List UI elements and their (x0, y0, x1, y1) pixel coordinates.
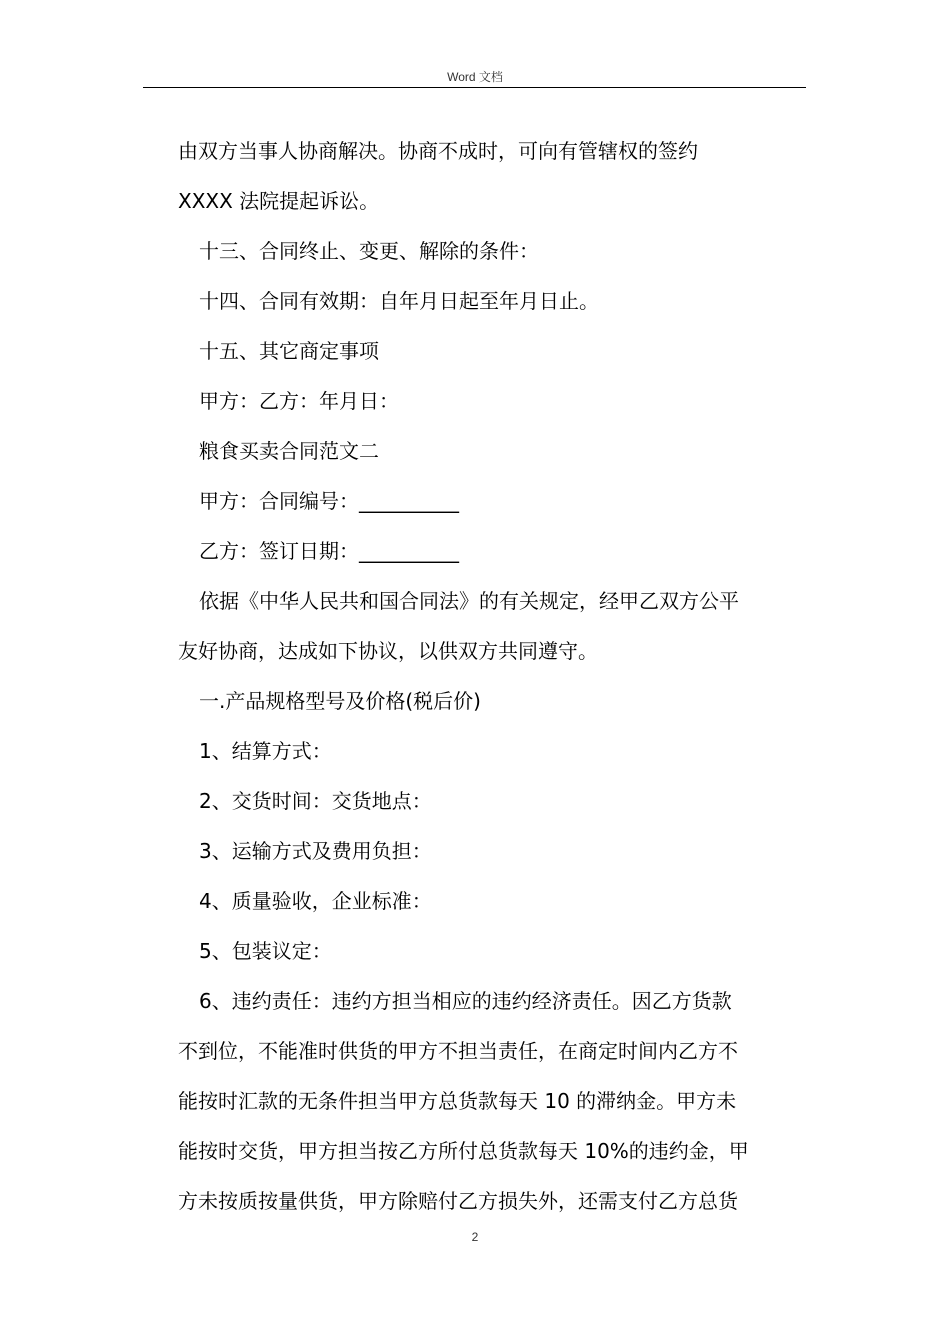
body-line: XXXX 法院提起诉讼。 (178, 189, 380, 213)
body-line: 一.产品规格型号及价格(税后价) (199, 689, 481, 713)
body-line: 方未按质按量供货，甲方除赔付乙方损失外，还需支付乙方总货 (178, 1189, 738, 1213)
body-line: 1、结算方式： (199, 739, 332, 763)
body-line: 由双方当事人协商解决。协商不成时，可向有管辖权的签约 (178, 139, 698, 163)
body-line: 6、违约责任：违约方担当相应的违约经济责任。因乙方货款 (199, 989, 732, 1013)
body-line: 2、交货时间：交货地点： (199, 789, 432, 813)
body-line: 3、运输方式及费用负担： (199, 839, 432, 863)
body-line: 能按时汇款的无条件担当甲方总货款每天 10 的滞纳金。甲方未 (178, 1089, 737, 1113)
body-line: 十五、其它商定事项 (199, 339, 379, 363)
header-divider (143, 87, 806, 88)
page-number: 2 (471, 1230, 479, 1244)
document-body (178, 126, 808, 1226)
body-line: 十三、合同终止、变更、解除的条件： (199, 239, 539, 263)
body-line: 十四、合同有效期：自年月日起至年月日止。 (199, 289, 599, 313)
body-line: 能按时交货，甲方担当按乙方所付总货款每天 10%的违约金，甲 (178, 1139, 749, 1163)
page-header-title: Word 文档 (447, 70, 503, 84)
body-line: 不到位，不能准时供货的甲方不担当责任，在商定时间内乙方不 (178, 1039, 738, 1063)
body-line: 4、质量验收，企业标准： (199, 889, 432, 913)
body-line: 乙方：签订日期：__________ (199, 539, 459, 563)
body-line: 友好协商，达成如下协议，以供双方共同遵守。 (178, 639, 598, 663)
body-line: 依据《中华人民共和国合同法》的有关规定，经甲乙双方公平 (199, 589, 739, 613)
body-line: 甲方：乙方：年月日： (199, 389, 399, 413)
body-line: 粮食买卖合同范文二 (199, 439, 379, 463)
body-line: 甲方：合同编号：__________ (199, 489, 459, 513)
body-line: 5、包装议定： (199, 939, 332, 963)
